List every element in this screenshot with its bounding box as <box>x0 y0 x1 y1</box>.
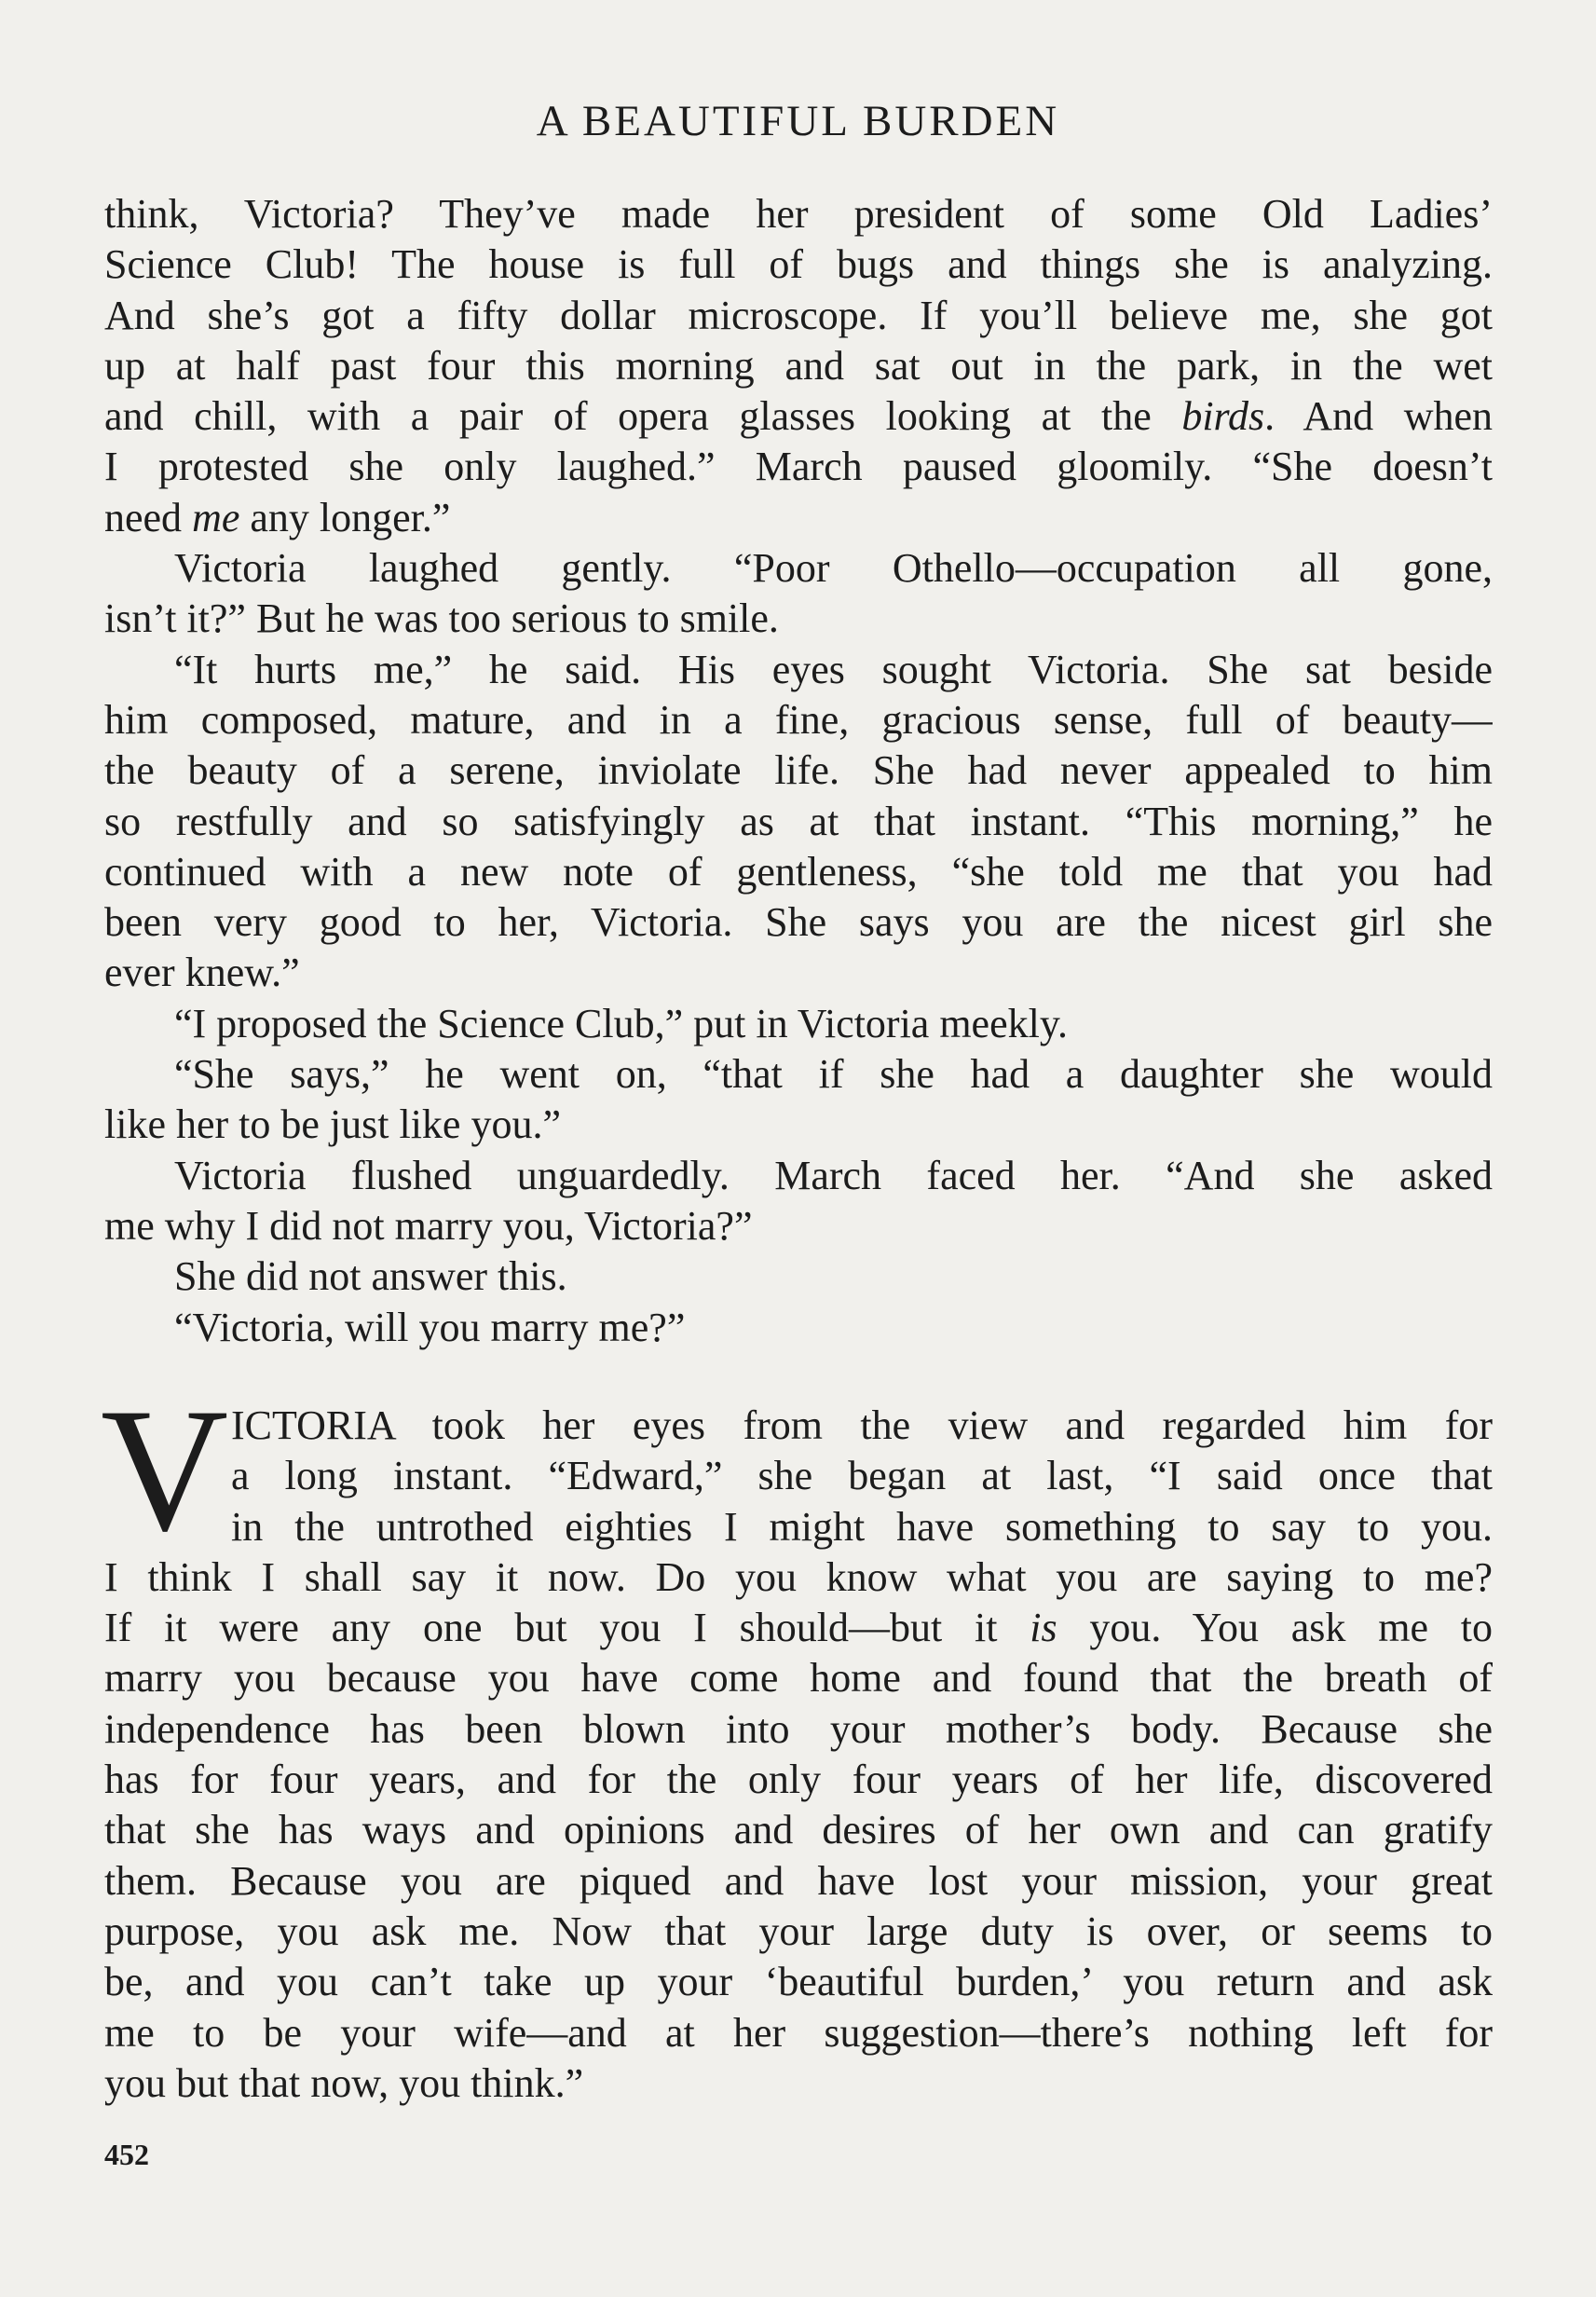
text-line: continued with a new note of gentleness, “she told me that you had <box>104 848 1493 895</box>
text-line: And she’s got a fifty dollar microscope. If you’ll believe me, she got <box>104 292 1493 338</box>
text-line: “She says,” he went on, “that if she had a daughter she would <box>174 1051 1493 1098</box>
text-line: think, Victoria? They’ve made her president of some Old Ladies’ <box>104 191 1493 237</box>
text-line: has for four years, and for the only four years of her life, discovered <box>104 1757 1493 1803</box>
text-line: “I proposed the Science Club,” put in Victoria meekly. <box>174 1000 1068 1046</box>
text-block-first <box>104 189 1493 1353</box>
text-line: independence has been blown into your mother’s body. Because she <box>104 1705 1493 1752</box>
text-line: up at half past four this morning and sat out in the park, in the wet <box>104 342 1493 389</box>
text-line: him composed, mature, and in a fine, gracious sense, full of beauty— <box>104 696 1493 743</box>
text-line: marry you because you have come home and found that the breath of <box>104 1655 1493 1702</box>
text-line: the beauty of a serene, inviolate life. She had never appealed to him <box>104 747 1493 794</box>
text-line: isn’t it?” But he was too serious to smile. <box>104 595 779 642</box>
text-line: me to be your wife—and at her suggestion—there’s nothing left for <box>104 2009 1493 2056</box>
italic-word: is <box>1030 1605 1057 1651</box>
text-line: “Victoria, will you marry me?” <box>174 1304 686 1350</box>
text-line: ICTORIA took her eyes from the view and regarded him for <box>231 1402 1493 1448</box>
text-line: I protested she only laughed.” March paused gloomily. “She doesn’t <box>104 444 1493 490</box>
text-line: been very good to her, Victoria. She says you are the nicest girl she <box>104 899 1493 946</box>
text-line: like her to be just like you.” <box>104 1101 561 1148</box>
text-line: a long instant. “Edward,” she began at last, “I said once that <box>231 1453 1493 1499</box>
text-line: you but that now, you think.” <box>104 2059 584 2106</box>
text-line: be, and you can’t take up your ‘beautiful burden,’ you return and ask <box>104 1959 1493 2005</box>
text-block-second <box>104 1401 1493 2109</box>
text-line: Victoria laughed gently. “Poor Othello—occupation all gone, <box>174 545 1493 592</box>
text-line: purpose, you ask me. Now that your large duty is over, or seems to <box>104 1907 1493 1954</box>
text-line: me why I did not marry you, Victoria?” <box>104 1202 753 1249</box>
italic-word: birds <box>1181 393 1265 440</box>
drop-cap-letter: V <box>101 1373 229 1568</box>
text-line: I think I shall say it now. Do you know what you are saying to me? <box>104 1553 1493 1600</box>
text-line: so restfully and so satisfyingly as at that instant. “This morning,” he <box>104 798 1493 844</box>
text-line: in the untrothed eighties I might have something to say to you. <box>231 1503 1493 1550</box>
text-line: need me any longer.” <box>104 494 451 540</box>
text-line: If it were any one but you I should—but it is you. You ask me to <box>104 1605 1493 1651</box>
text-line: that she has ways and opinions and desires of her own and can gratify <box>104 1807 1493 1853</box>
text-line: She did not answer this. <box>174 1253 567 1300</box>
text-line: ever knew.” <box>104 950 300 996</box>
text-line: and chill, with a pair of opera glasses looking at the birds. And when <box>104 393 1493 440</box>
text-line: “It hurts me,” he said. His eyes sought Victoria. She sat beside <box>174 646 1493 692</box>
text-line: Victoria flushed unguardedly. March faced her. “And she asked <box>174 1152 1493 1198</box>
page-number: 452 <box>104 2138 149 2171</box>
running-header: A BEAUTIFUL BURDEN <box>536 97 1060 145</box>
text-line: Science Club! The house is full of bugs and things she is analyzing. <box>104 241 1493 288</box>
italic-word: me <box>192 494 240 540</box>
text-line: them. Because you are piqued and have lost your mission, your great <box>104 1857 1493 1904</box>
